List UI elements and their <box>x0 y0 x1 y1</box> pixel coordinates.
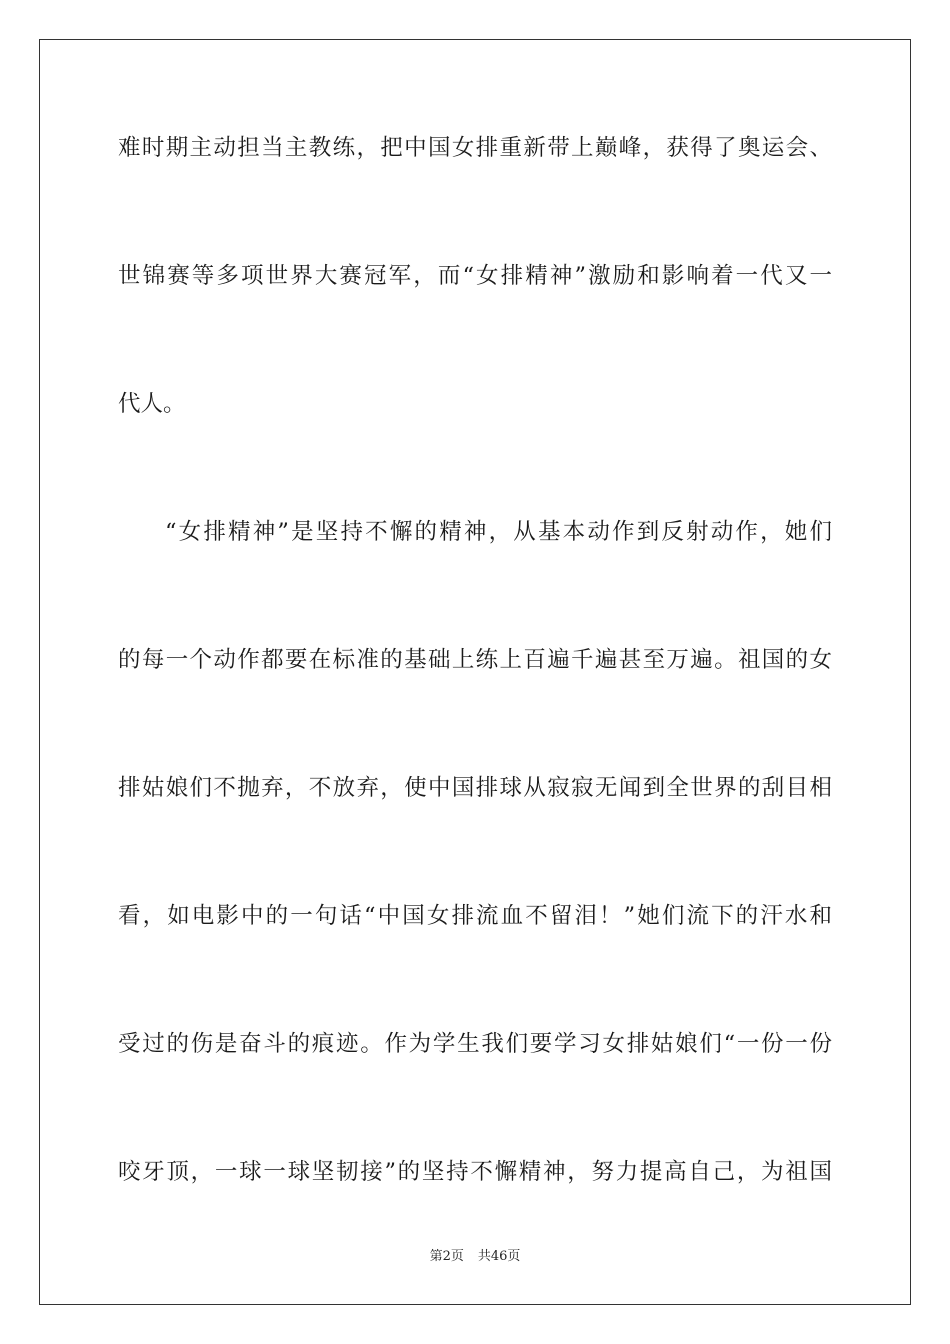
text-line: 受过的伤是奋斗的痕迹。作为学生我们要学习女排姑娘们“一份一份 <box>118 1031 832 1057</box>
text-line: 世锦赛等多项世界大赛冠军，而“女排精神”激励和影响着一代又一 <box>118 263 832 289</box>
text-line: 的每一个动作都要在标准的基础上练上百遍千遍甚至万遍。祖国的女 <box>118 647 832 673</box>
text-line: 看，如电影中的一句话“中国女排流血不留泪！”她们流下的汗水和 <box>118 903 832 929</box>
page-footer <box>0 1249 950 1265</box>
text-line: 代人。 <box>118 391 186 417</box>
page-total: 共46页 <box>477 1249 521 1264</box>
text-line: 排姑娘们不抛弃，不放弃，使中国排球从寂寂无闻到全世界的刮目相 <box>118 775 832 801</box>
text-line: 难时期主动担当主教练，把中国女排重新带上巅峰，获得了奥运会、 <box>118 135 832 161</box>
text-line: 咬牙顶，一球一球坚韧接”的坚持不懈精神，努力提高自己，为祖国 <box>118 1159 832 1185</box>
page-number: 第2页 <box>429 1249 464 1264</box>
paragraph-first-line: “女排精神”是坚持不懈的精神，从基本动作到反射动作，她们 <box>165 519 832 545</box>
